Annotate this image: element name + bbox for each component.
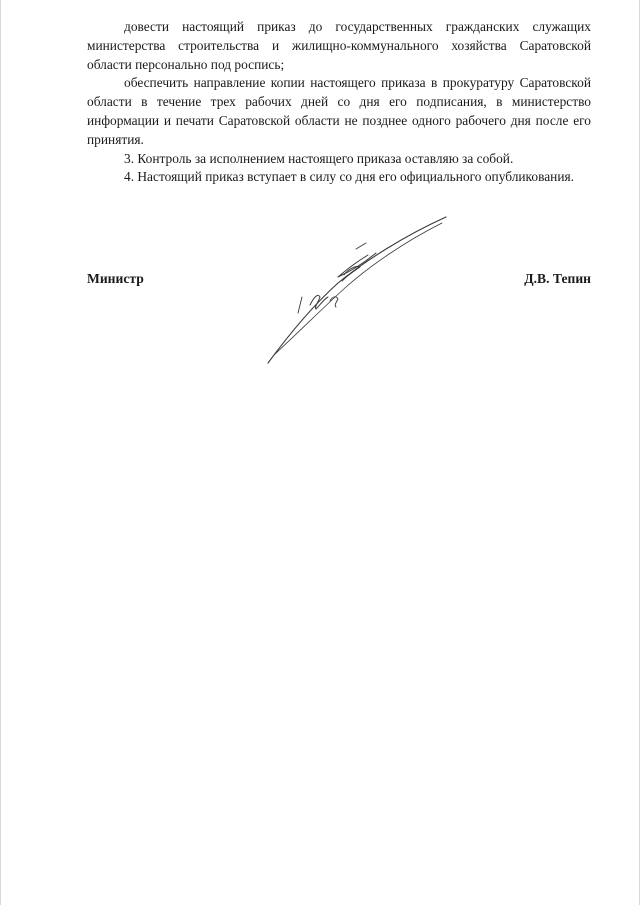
paragraph-control: 3. Контроль за исполнением настоящего приказа оставляю за собой. xyxy=(124,150,514,166)
signatory-title: Министр xyxy=(87,271,144,286)
paragraph-notify-staff: довести настоящий приказ до государственных гражданских служащих министерства строительства и жилищно-коммунального хозяйства Саратовской области персонально под роспись; xyxy=(87,19,591,72)
signatory-name: Д.В. Тепин xyxy=(524,271,591,286)
handwritten-signature-icon xyxy=(256,205,456,370)
paragraph-send-copy: обеспечить направление копии настоящего приказа в прокуратуру Саратовской области в течение трех рабочих дней со дня его подписания, в министерство информации и печати Саратовской области не позднее одного рабочего дня после его принятия. xyxy=(87,75,591,147)
document-body xyxy=(87,18,591,187)
paragraph-effective-date: 4. Настоящий приказ вступает в силу со дня его официального опубликования. xyxy=(124,169,574,185)
